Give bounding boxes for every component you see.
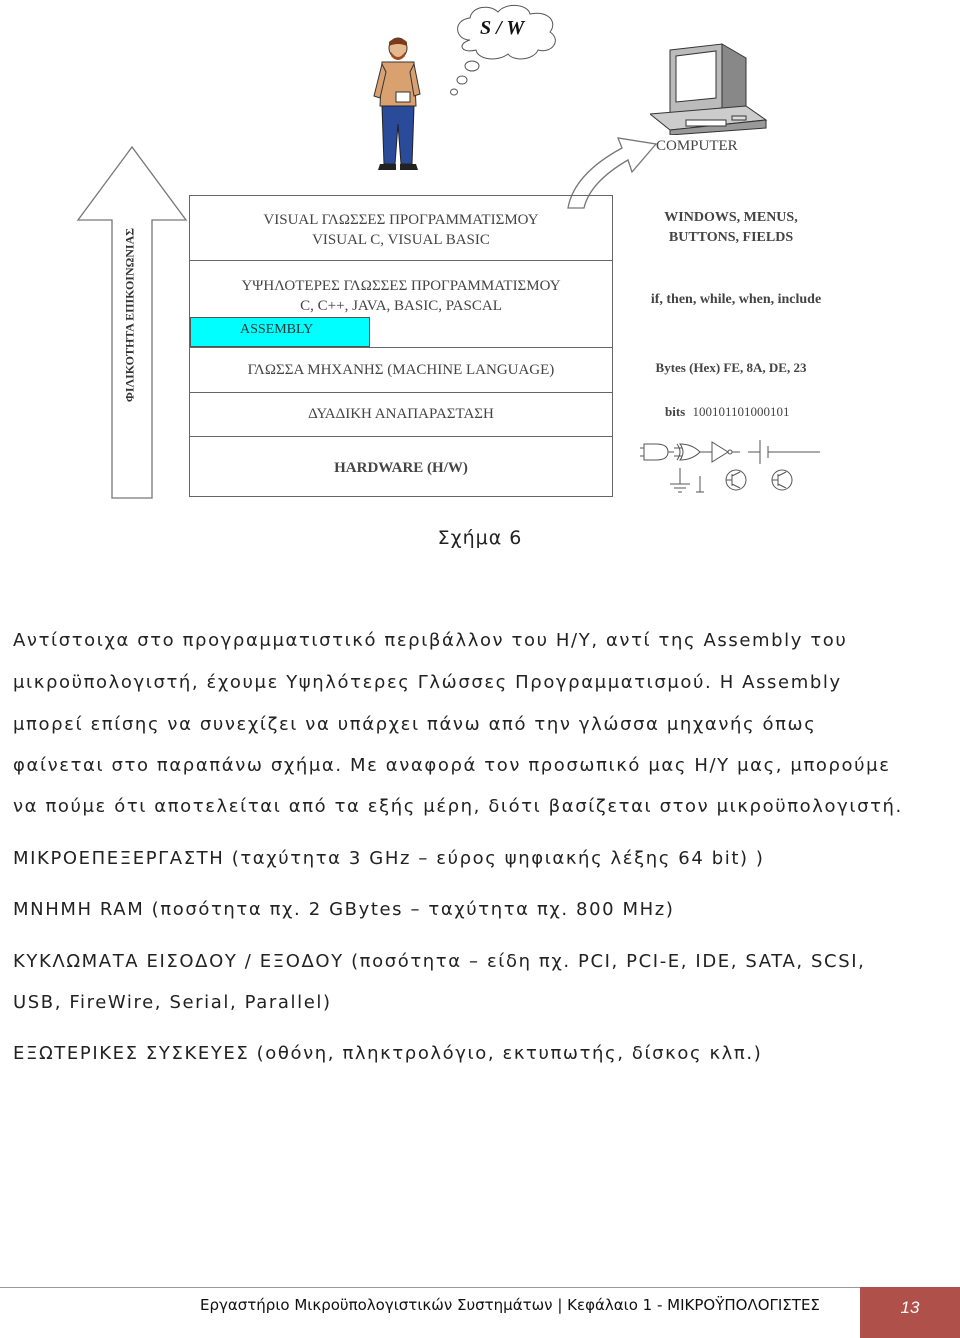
windows-line1: WINDOWS, MENUS, — [664, 210, 798, 225]
list-item: ΜΙΚΡΟΕΠΕΞΕΡΓΑΣΤΗ (ταχύτητα 3 GHz – εύρος ψηφιακής λέξης 64 bit) ) — [13, 848, 765, 869]
paragraph-line: μικροϋπολογιστή, έχουμε Υψηλότερες Γλώσσες Προγραμματισμού. Η Assembly — [13, 672, 842, 693]
hardware-layer: HARDWARE (H/W) — [334, 460, 468, 476]
computer-label: COMPUTER — [656, 138, 738, 154]
binary-layer: ΔΥΑΔΙΚΗ ΑΝΑΠΑΡΑΣΤΑΣΗ — [308, 406, 494, 422]
logic-gates-icon — [640, 434, 830, 496]
paragraph-line: μπορεί επίσης να συνεχίζει να υπάρχει πάνω από την γλώσσα μηχανής όπως — [13, 714, 817, 735]
computer-icon — [650, 40, 768, 135]
divider — [190, 392, 612, 393]
bits-value: 100101101000101 — [692, 404, 790, 419]
vertical-label: ΦΙΛΙΚΟΤΗΤΑ ΕΠΙΚΟΙΝΩΝΙΑΣ — [122, 227, 137, 403]
list-item: ΕΞΩΤΕΡΙΚΕΣ ΣΥΣΚΕΥΕΣ (οθόνη, πληκτρολόγιο, εκτυπωτής, δίσκος κλπ.) — [13, 1043, 763, 1064]
cloud-label: S / W — [480, 17, 525, 39]
bytes-label: Bytes (Hex) FE, 8A, DE, 23 — [655, 360, 807, 375]
layer-stack — [189, 195, 613, 497]
list-item: ΚΥΚΛΩΜΑΤΑ ΕΙΣΟΔΟΥ / ΕΞΟΔΟΥ (ποσότητα – είδη πχ. PCI, PCI-E, IDE, SATA, SCSI, — [13, 951, 866, 972]
paragraph-line: Αντίστοιχα στο προγραμματιστικό περιβάλλον του Η/Υ, αντί της Assembly του — [13, 630, 848, 651]
assembly-label: ASSEMBLY — [240, 322, 314, 337]
visual-layer-examples: VISUAL C, VISUAL BASIC — [312, 232, 490, 248]
bits-row — [665, 404, 790, 420]
bits-label: bits — [665, 404, 686, 419]
page-number: 13 — [900, 1298, 920, 1317]
figure-caption: Σχήμα 6 — [437, 527, 523, 549]
high-layer-examples: C, C++, JAVA, BASIC, PASCAL — [300, 298, 502, 314]
person-icon — [370, 36, 426, 174]
diagram — [0, 0, 960, 510]
divider — [190, 347, 612, 348]
list-item: USB, FireWire, Serial, Parallel) — [13, 992, 332, 1013]
list-item: ΜΝΗΜΗ RAM (ποσότητα πχ. 2 GBytes – ταχύτητα πχ. 800 MHz) — [13, 899, 675, 920]
high-layer-title: ΥΨΗΛΟΤΕΡΕΣ ΓΛΩΣΣΕΣ ΠΡΟΓΡΑΜΜΑΤΙΣΜΟΥ — [241, 278, 561, 294]
footer-rule — [0, 1287, 960, 1288]
paragraph-line: φαίνεται στο παραπάνω σχήμα. Με αναφορά τον προσωπικό μας Η/Υ μας, μπορούμε — [13, 755, 891, 776]
footer-text: Εργαστήριο Μικροϋπολογιστικών Συστημάτων | Κεφάλαιο 1 - ΜΙΚΡΟΫΠΟΛΟΓΙΣΤΕΣ — [200, 1296, 820, 1314]
divider — [190, 260, 612, 261]
divider — [190, 436, 612, 437]
visual-layer-title: VISUAL ΓΛΩΣΣΕΣ ΠΡΟΓΡΑΜΜΑΤΙΣΜΟΥ — [263, 212, 539, 228]
windows-line2: BUTTONS, FIELDS — [668, 230, 794, 245]
keywords-label: if, then, while, when, include — [650, 292, 822, 307]
paragraph-line: να πούμε ότι αποτελείται από τα εξής μέρη, διότι βασίζεται στον μικροϋπολογιστή. — [13, 796, 903, 817]
machine-layer: ΓΛΩΣΣΑ ΜΗΧΑΝΗΣ (MACHINE LANGUAGE) — [247, 362, 555, 378]
